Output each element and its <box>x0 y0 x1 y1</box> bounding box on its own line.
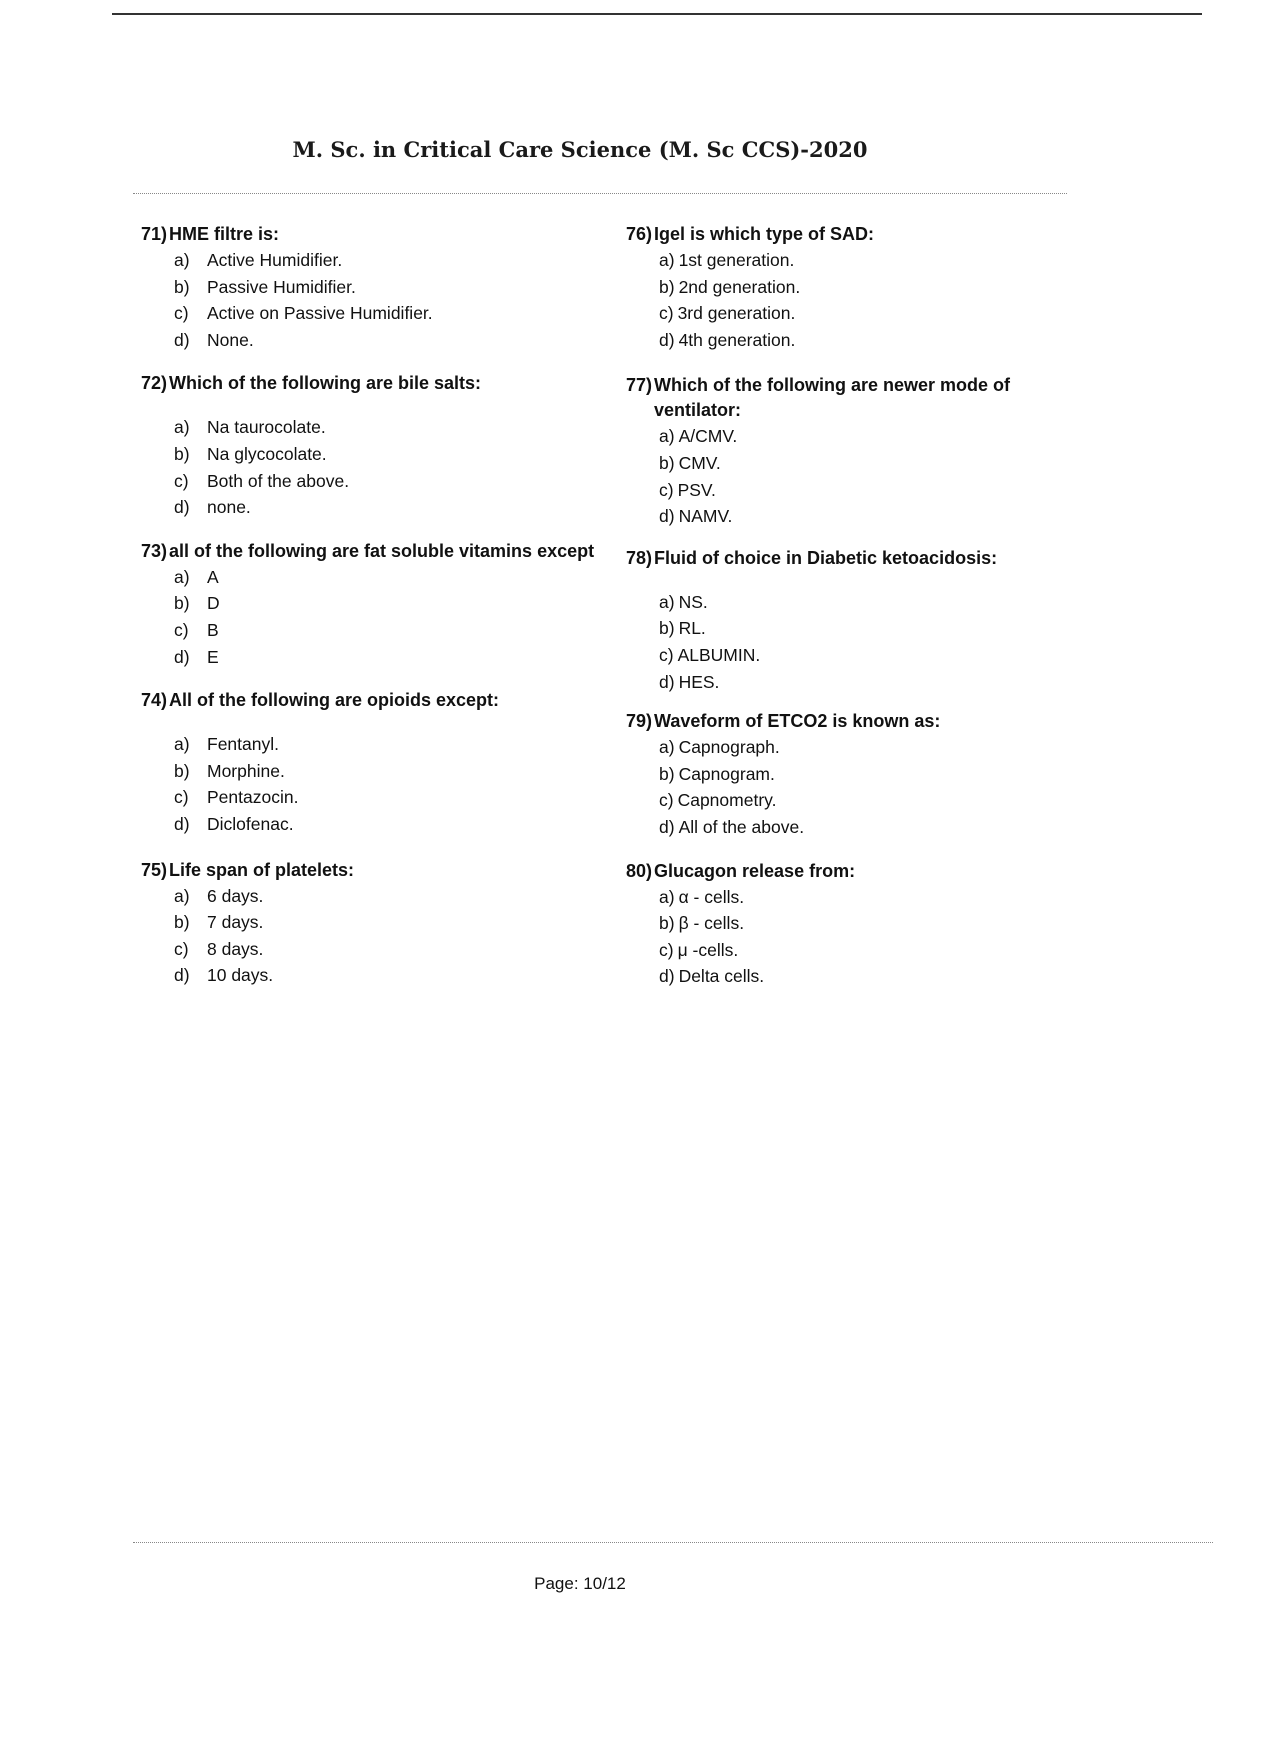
question-stem <box>141 688 611 713</box>
option-text: μ -cells. <box>677 939 739 960</box>
question-block <box>141 688 611 837</box>
question-block <box>141 371 611 520</box>
option-text: 10 days. <box>207 965 274 986</box>
option-letter: a) <box>174 417 190 438</box>
option-list <box>626 589 1096 695</box>
option-letter: b) <box>659 276 675 297</box>
option-letter: a) <box>659 250 675 270</box>
option-text: NS. <box>678 591 708 612</box>
option-letter: c) <box>659 790 674 811</box>
option-text: RL. <box>678 618 706 639</box>
option-letter: d) <box>659 506 675 527</box>
option-item <box>659 884 1096 911</box>
option-text: α - cells. <box>678 886 745 907</box>
question-number: 78) <box>626 547 653 568</box>
question-stem <box>626 373 1096 423</box>
option-item <box>659 247 1096 274</box>
option-text: Na glycocolate. <box>207 443 327 464</box>
option-letter: b) <box>659 913 675 934</box>
option-letter: c) <box>174 938 189 959</box>
option-item <box>174 564 611 591</box>
option-item <box>659 761 1096 788</box>
option-letter: a) <box>174 566 190 587</box>
option-text: ALBUMIN. <box>677 644 761 665</box>
option-text: 4th generation. <box>678 329 796 350</box>
option-item <box>659 615 1096 642</box>
option-text: 3rd generation. <box>677 303 796 324</box>
option-text: 7 days. <box>207 912 264 933</box>
option-letter: d) <box>659 966 675 987</box>
option-item <box>659 477 1096 504</box>
option-text: D <box>207 593 220 614</box>
option-item <box>659 423 1096 450</box>
option-item <box>659 503 1096 530</box>
option-item <box>659 450 1096 477</box>
option-item <box>659 910 1096 937</box>
option-text: Pentazocin. <box>207 787 299 808</box>
question-number: 71) <box>141 224 168 244</box>
option-letter: a) <box>659 591 675 612</box>
question-stem <box>141 858 611 883</box>
option-text: Active on Passive Humidifier. <box>207 303 433 324</box>
option-item <box>174 274 611 301</box>
option-text: Morphine. <box>207 760 285 781</box>
option-list <box>141 731 611 837</box>
option-text: Active Humidifier. <box>207 250 343 270</box>
option-item <box>659 963 1096 990</box>
option-item <box>659 937 1096 964</box>
option-letter: d) <box>174 497 190 518</box>
stem-spacing <box>626 571 1096 589</box>
option-text: CMV. <box>678 452 721 473</box>
option-item <box>174 327 611 354</box>
option-item <box>174 811 611 838</box>
question-number: 75) <box>141 859 168 880</box>
question-block <box>141 222 611 353</box>
stem-spacing <box>141 396 611 414</box>
option-item <box>174 590 611 617</box>
option-text: NAMV. <box>678 506 733 527</box>
option-letter: a) <box>174 734 190 755</box>
question-stem <box>141 222 611 247</box>
option-letter: d) <box>659 329 675 350</box>
option-letter: d) <box>174 965 190 986</box>
option-list <box>626 247 1096 353</box>
option-list <box>141 414 611 520</box>
question-block <box>141 858 611 989</box>
option-item <box>174 617 611 644</box>
right-question-column <box>626 222 1096 990</box>
option-text: 8 days. <box>207 938 264 959</box>
option-letter: b) <box>659 618 675 639</box>
option-item <box>174 883 611 910</box>
option-item <box>174 494 611 521</box>
option-letter: c) <box>659 303 674 324</box>
option-list <box>141 883 611 989</box>
question-stem <box>626 859 1096 884</box>
question-number: 79) <box>626 711 653 732</box>
option-item <box>174 909 611 936</box>
option-text: HES. <box>678 671 720 692</box>
option-letter: c) <box>174 303 189 324</box>
footer-divider <box>133 1542 1213 1543</box>
option-text: 6 days. <box>207 885 264 906</box>
option-text: Both of the above. <box>207 470 350 491</box>
option-list <box>141 247 611 353</box>
option-letter: c) <box>174 619 189 640</box>
header-divider <box>133 193 1067 194</box>
option-letter: b) <box>174 276 190 297</box>
option-text: 1st generation. <box>678 250 795 270</box>
option-text: Diclofenac. <box>207 813 294 834</box>
option-text: B <box>207 619 219 640</box>
option-letter: b) <box>659 452 675 473</box>
option-list <box>141 564 611 670</box>
option-letter: b) <box>174 443 190 464</box>
option-item <box>659 589 1096 616</box>
question-block <box>626 546 1096 695</box>
question-text: Waveform of ETCO2 is known as: <box>654 711 941 732</box>
question-number: 77) <box>626 375 653 396</box>
stem-spacing <box>141 713 611 731</box>
question-number: 76) <box>626 224 653 244</box>
option-item <box>174 936 611 963</box>
page-title: M. Sc. in Critical Care Science (M. Sc CCS)-2020 <box>292 137 868 162</box>
left-question-column <box>141 222 611 989</box>
option-letter: a) <box>659 426 675 447</box>
question-stem <box>626 222 1096 247</box>
option-item <box>174 414 611 441</box>
option-letter: d) <box>174 813 190 834</box>
question-block <box>626 859 1096 990</box>
option-item <box>659 274 1096 301</box>
option-item <box>174 300 611 327</box>
question-text: Which of the following are bile salts: <box>169 373 482 394</box>
option-item <box>659 300 1096 327</box>
option-text: All of the above. <box>678 816 805 837</box>
option-item <box>174 758 611 785</box>
option-letter: d) <box>659 816 675 837</box>
option-letter: b) <box>174 593 190 614</box>
option-text: 2nd generation. <box>678 276 801 297</box>
question-text: Which of the following are newer mode of ventilator: <box>654 375 1011 421</box>
option-text: E <box>207 646 219 667</box>
question-text: HME filtre is: <box>169 224 280 244</box>
option-text: Capnometry. <box>677 790 777 811</box>
option-letter: c) <box>174 470 189 491</box>
option-letter: d) <box>659 671 675 692</box>
option-item <box>174 731 611 758</box>
question-block <box>626 222 1096 353</box>
option-letter: c) <box>659 479 674 500</box>
question-block <box>626 373 1096 529</box>
option-letter: c) <box>174 787 189 808</box>
option-letter: b) <box>174 760 190 781</box>
option-letter: d) <box>174 646 190 667</box>
question-stem <box>626 546 1096 571</box>
question-number: 80) <box>626 860 653 881</box>
option-text: Capnograph. <box>678 737 780 758</box>
option-list <box>626 884 1096 990</box>
option-text: A <box>207 566 219 587</box>
option-letter: c) <box>659 939 674 960</box>
option-letter: a) <box>174 885 190 906</box>
question-text: Glucagon release from: <box>654 860 856 881</box>
option-letter: b) <box>659 763 675 784</box>
question-stem <box>626 709 1096 734</box>
question-block <box>141 539 611 670</box>
question-number: 72) <box>141 373 168 394</box>
option-item <box>174 784 611 811</box>
option-text: Delta cells. <box>678 966 765 987</box>
page-number: Page: 10/12 <box>534 1574 626 1593</box>
question-stem <box>141 371 611 396</box>
option-letter: a) <box>174 250 190 270</box>
option-item <box>659 669 1096 696</box>
option-text: β - cells. <box>678 913 745 934</box>
question-text: Fluid of choice in Diabetic ketoacidosis: <box>654 547 998 568</box>
option-text: Passive Humidifier. <box>207 276 356 297</box>
option-list <box>626 423 1096 529</box>
option-item <box>174 962 611 989</box>
question-stem <box>141 539 611 564</box>
option-text: none. <box>207 497 251 518</box>
option-text: Capnogram. <box>678 763 775 784</box>
option-item <box>174 441 611 468</box>
option-list <box>626 734 1096 840</box>
option-item <box>174 468 611 495</box>
option-letter: b) <box>174 912 190 933</box>
option-item <box>659 734 1096 761</box>
option-text: Fentanyl. <box>207 734 279 755</box>
option-item <box>659 327 1096 354</box>
question-block <box>626 709 1096 840</box>
option-item <box>174 247 611 274</box>
question-text: Igel is which type of SAD: <box>654 224 875 244</box>
option-text: Na taurocolate. <box>207 417 326 438</box>
option-item <box>659 642 1096 669</box>
option-item <box>174 644 611 671</box>
option-letter: d) <box>174 329 190 350</box>
option-letter: a) <box>659 737 675 758</box>
option-item <box>659 787 1096 814</box>
option-letter: c) <box>659 644 674 665</box>
option-text: None. <box>207 329 254 350</box>
option-text: PSV. <box>677 479 716 500</box>
option-text: A/CMV. <box>678 426 738 447</box>
question-number: 73) <box>141 540 168 561</box>
question-text: Life span of platelets: <box>169 859 355 880</box>
option-letter: a) <box>659 886 675 907</box>
question-text: All of the following are opioids except: <box>169 690 500 711</box>
top-border-line <box>112 13 1202 15</box>
option-item <box>659 814 1096 841</box>
question-text: all of the following are fat soluble vitamins except <box>169 540 595 561</box>
question-number: 74) <box>141 690 168 711</box>
